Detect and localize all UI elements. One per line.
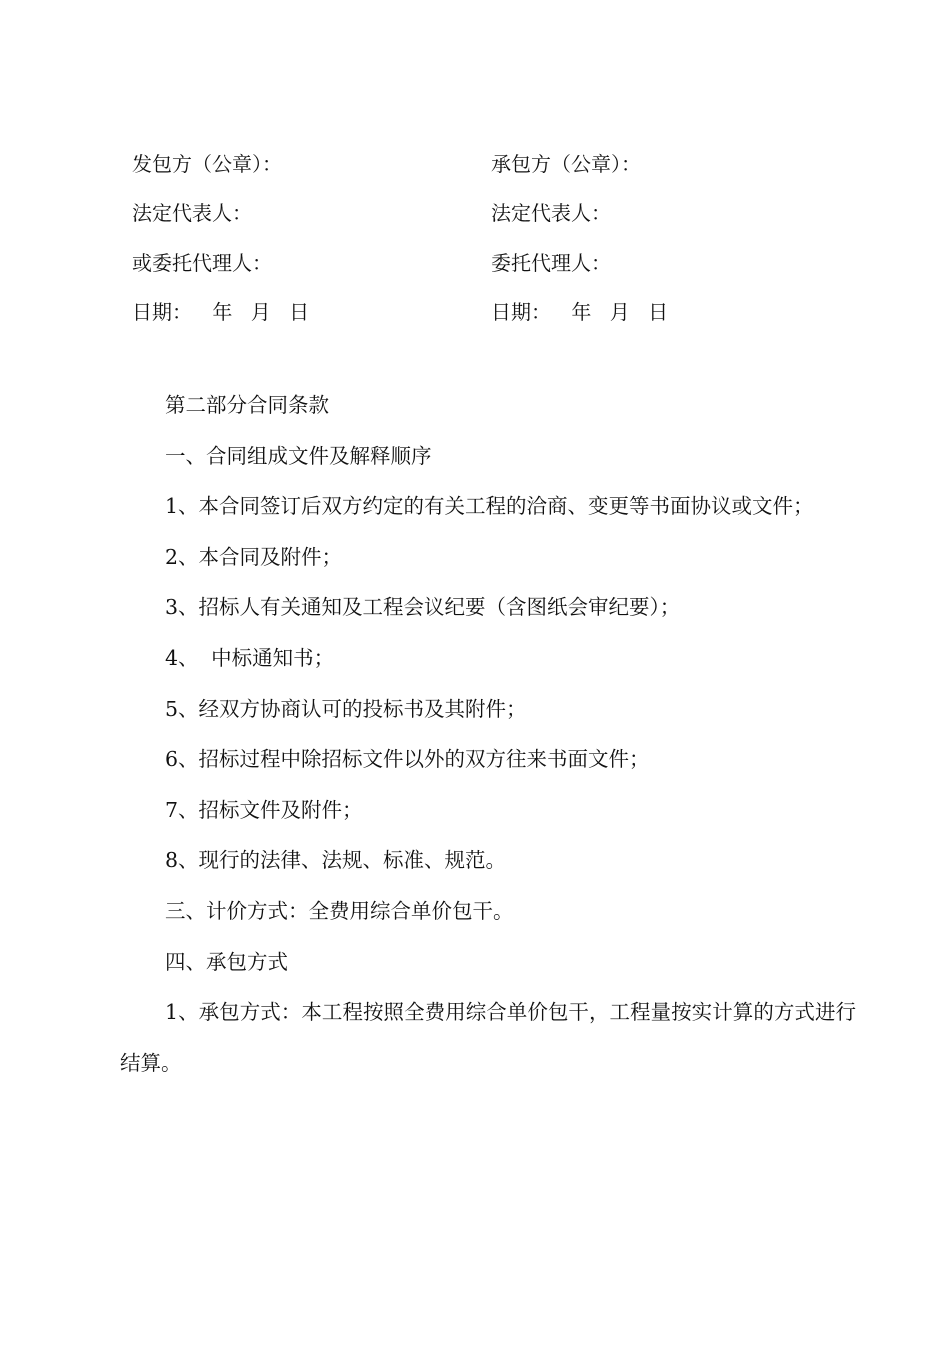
signature-row-agent (0, 243, 950, 283)
section-1-title: 一、合同组成文件及解释顺序 (165, 443, 432, 468)
contractor-date-year: 年 (571, 300, 592, 324)
list-item: 1、本合同签订后双方约定的有关工程的洽商、变更等书面协议或文件； (165, 494, 814, 519)
signature-row-date (0, 292, 950, 332)
employer-date-year: 年 (212, 300, 233, 324)
contractor-agent-label: 委托代理人： (491, 251, 611, 275)
contractor-legal-rep-label: 法定代表人： (491, 201, 611, 225)
contractor-date (491, 292, 668, 332)
contractor-date-label: 日期： (491, 300, 551, 324)
list-item: 7、招标文件及附件； (165, 797, 363, 822)
employer-date (132, 292, 309, 332)
employer-date-day: 日 (289, 300, 310, 324)
section-4-item-1: 1、承包方式：本工程按照全费用综合单价包干，工程量按实计算的方式进行结算。 (120, 1000, 856, 1075)
list-item (120, 633, 856, 684)
employer-legal-rep-label: 法定代表人： (132, 201, 252, 225)
list-item: 8、现行的法律、法规、标准、规范。 (165, 848, 507, 873)
signature-row-legal-rep (0, 193, 950, 233)
employer-agent-label: 或委托代理人： (132, 251, 272, 275)
contractor-seal-label: 承包方（公章）： (491, 152, 641, 176)
list-item-number: 4、 (165, 645, 199, 670)
contractor-date-month: 月 (609, 300, 630, 324)
list-item: 3、招标人有关通知及工程会议纪要（含图纸会审纪要）； (165, 595, 681, 620)
section-4-title: 四、承包方式 (165, 949, 288, 974)
list-item: 5、经双方协商认可的投标书及其附件； (165, 696, 527, 721)
employer-date-month: 月 (250, 300, 271, 324)
list-item: 6、招标过程中除招标文件以外的双方往来书面文件； (165, 747, 650, 772)
contract-terms (120, 380, 856, 1088)
section-3: 三、计价方式：全费用综合单价包干。 (165, 898, 514, 923)
signature-row-seal (0, 144, 950, 184)
list-item-text: 中标通知书； (211, 645, 335, 670)
contractor-date-day: 日 (648, 300, 669, 324)
employer-date-label: 日期： (132, 300, 192, 324)
list-item: 2、本合同及附件； (165, 544, 343, 569)
employer-seal-label: 发包方（公章）： (132, 152, 282, 176)
part-title: 第二部分合同条款 (165, 393, 329, 417)
